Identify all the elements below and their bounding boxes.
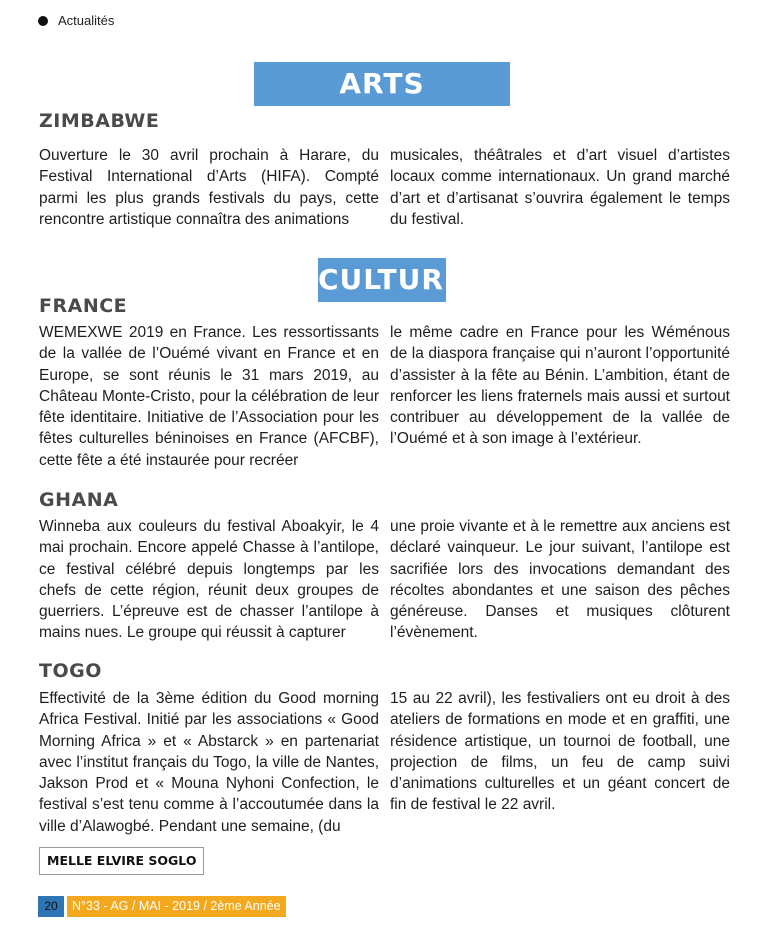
culture-banner: CULTURE <box>318 258 446 302</box>
country-heading-togo: TOGO <box>39 660 102 682</box>
france-text-left: WEMEXWE 2019 en France. Les ressortissants de la vallée de l’Ouémé vivant en France et en Europe, se sont réunis le 31 mars 2019, au Château Monte-Cristo, pour la célébration de leur fête identitaire. Initiative de l’Association pour les fêtes culturelles béninoises en France (AFCBF), cette fête a été instaurée pour recréer <box>39 324 379 469</box>
author-byline: MELLE ELVIRE SOGLO <box>39 847 204 875</box>
section-label: Actualités <box>58 13 115 28</box>
page-number: 20 <box>38 896 64 917</box>
france-text-right: le même cadre en France pour les Wéménous de la diaspora française qui n’auront l’opportunité d’assister à la fête au Bénin. L’ambition, étant de renforcer les liens fraternels mais aussi et surtout contribuer au développement de la vallée de l’Ouémé et à son image à l’extérieur. <box>390 324 730 448</box>
arts-plastiques-banner: ARTS PLASTIQUES <box>254 62 510 106</box>
togo-text-left: Effectivité de la 3ème édition du Good morning Africa Festival. Initié par les associations « Good Morning Africa » et « Abstarck » en partenariat avec l’institut français du Togo, la ville de Nantes, Jakson Prod et « Mouna Nyhoni Confection, le festival s’est tenu comme à l’accoutumée dans la ville d’Alawogbé. Pendant une semaine, (du <box>39 690 379 835</box>
issue-label: N°33 - AG / MAI - 2019 / 2ème Année <box>67 896 286 917</box>
country-heading-zimbabwe: ZIMBABWE <box>39 110 160 132</box>
country-heading-ghana: GHANA <box>39 489 119 511</box>
togo-text-right: 15 au 22 avril), les festivaliers ont eu droit à des ateliers de formations en mode et en graffiti, une résidence artistique, un tournoi de football, une projection de films, un feu de camp suivi d’animations culturelles et un géant concert de fin de festival le 22 avril. <box>390 690 730 814</box>
ghana-text-left: Winneba aux couleurs du festival Aboakyir, le 4 mai prochain. Encore appelé Chasse à l’antilope, ce festival célébré depuis longtemps par les chefs de cette région, réunit deux groupes de guerriers. L’épreuve est de chasser l’antilope à mains nues. Le groupe qui réussit à capturer <box>39 518 379 642</box>
bullet-icon <box>38 16 48 26</box>
ghana-text-right: une proie vivante et à le remettre aux anciens est déclaré vainqueur. Le jour suivant, l’antilope est sacrifiée lors des invocations demandant des récoltes abondantes et une saison des pêches généreuse. Danses et musiques clôturent l’évènement. <box>390 518 730 642</box>
country-heading-france: FRANCE <box>39 295 128 317</box>
zimbabwe-text-right: musicales, théâtrales et d’art visuel d’artistes locaux comme internationaux. Un grand marché d’art et d’artisanat s’ouvrira également le temps du festival. <box>390 147 730 228</box>
zimbabwe-text-left: Ouverture le 30 avril prochain à Harare, du Festival International d’Arts (HIFA). Compté parmi les plus grands festivals du pays, cette rencontre artistique connaîtra des animations <box>39 147 379 228</box>
